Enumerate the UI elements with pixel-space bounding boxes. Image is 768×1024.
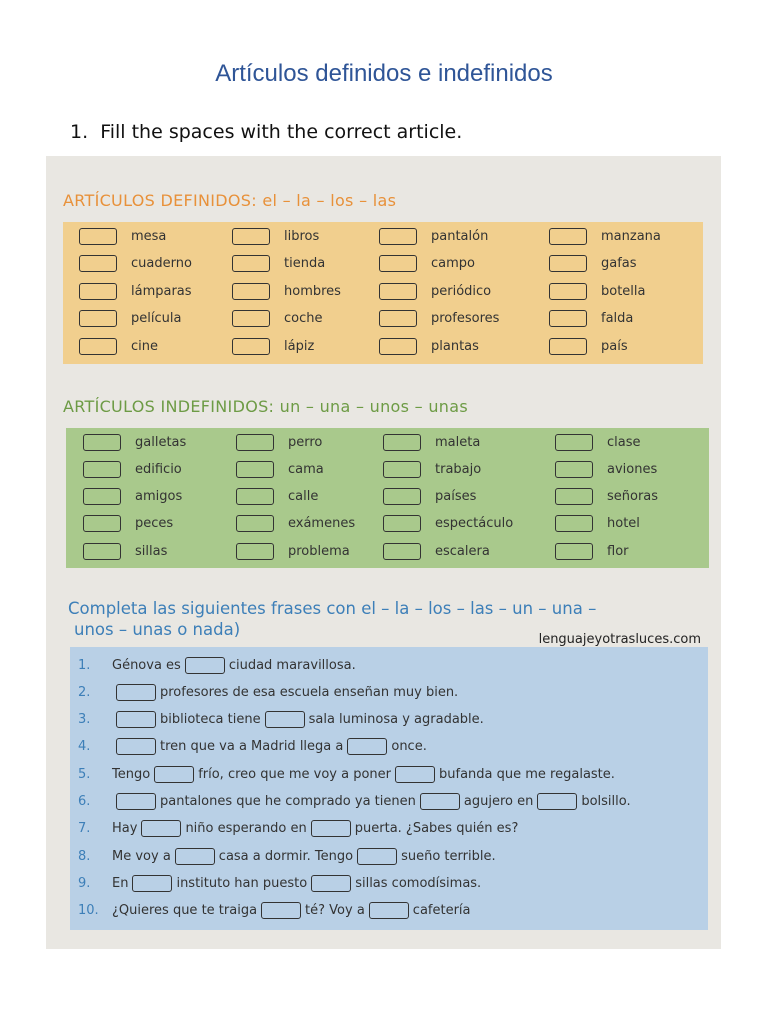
sentence-number: 10. [78, 903, 99, 919]
definidos-heading-main: ARTÍCULOS DEFINIDOS: [63, 191, 257, 210]
definidos-panel [63, 222, 703, 364]
answer-box[interactable] [79, 310, 117, 327]
word-item [555, 487, 658, 507]
answer-box[interactable] [379, 338, 417, 355]
sentence-number: 9. [78, 875, 91, 891]
sentence-row [70, 845, 496, 867]
word-label: perro [288, 434, 323, 450]
word-item [232, 281, 341, 301]
word-item [83, 514, 173, 534]
word-item [383, 432, 480, 452]
word-label: peces [135, 516, 174, 532]
word-item [379, 281, 491, 301]
sentence-text: Hay [112, 821, 138, 837]
answer-box[interactable] [379, 310, 417, 327]
answer-box[interactable] [555, 434, 593, 451]
sentence-text: agujero en [463, 794, 534, 809]
answer-box[interactable] [236, 515, 274, 532]
word-item [79, 254, 192, 274]
word-item [83, 487, 182, 507]
word-label: periódico [431, 283, 492, 299]
answer-box[interactable] [369, 902, 409, 919]
answer-box[interactable] [232, 338, 270, 355]
answer-box[interactable] [232, 255, 270, 272]
word-label: falda [601, 311, 634, 326]
answer-box[interactable] [83, 543, 121, 560]
word-label: lámparas [131, 283, 192, 299]
word-label: coche [284, 311, 323, 326]
word-item [79, 309, 181, 329]
sentence-row [70, 872, 481, 894]
answer-box[interactable] [232, 283, 270, 300]
answer-box[interactable] [383, 488, 421, 505]
word-item [555, 432, 641, 452]
answer-box[interactable] [383, 461, 421, 478]
word-item [83, 541, 167, 561]
word-item [83, 432, 186, 452]
sentence-number: 3. [78, 712, 91, 728]
word-item [549, 336, 628, 356]
sentence-text: instituto han puesto [176, 875, 308, 891]
sentence-row [70, 818, 518, 840]
word-item [549, 254, 637, 274]
sentence-text: Me voy a [112, 848, 171, 864]
completa-heading-line1: Completa las siguientes frases con el – la – los – las – un – una – [68, 599, 597, 618]
word-item [232, 336, 314, 356]
answer-box[interactable] [555, 461, 593, 478]
word-label: escalera [435, 543, 490, 559]
word-item [383, 541, 490, 561]
word-item [549, 309, 633, 329]
word-label: libros [284, 228, 320, 244]
answer-box[interactable] [116, 711, 156, 728]
word-item [232, 226, 319, 246]
answer-box[interactable] [383, 515, 421, 532]
answer-box[interactable] [555, 488, 593, 505]
word-label: clase [607, 434, 641, 450]
word-label: problema [288, 543, 350, 559]
word-label: países [435, 489, 477, 505]
word-item [236, 432, 322, 452]
word-item [83, 459, 182, 479]
sentence-text: bufanda que me regalaste. [439, 766, 615, 782]
sentence-text: sillas comodísimas. [355, 875, 482, 891]
answer-box[interactable] [236, 488, 274, 505]
word-item [379, 254, 475, 274]
answer-box[interactable] [79, 338, 117, 355]
word-item [79, 281, 192, 301]
word-label: plantas [431, 338, 479, 354]
answer-box[interactable] [549, 310, 587, 327]
word-label: botella [601, 283, 646, 299]
word-label: sillas [135, 543, 168, 559]
sentence-row [70, 654, 356, 676]
sentence-row [70, 681, 458, 703]
indefinidos-heading [63, 397, 468, 416]
answer-box[interactable] [379, 283, 417, 300]
word-label: mesa [131, 228, 167, 244]
word-label: espectáculo [435, 516, 514, 532]
sentence-text: pantalones que he comprado ya tienen [160, 794, 416, 809]
definidos-heading [63, 191, 396, 210]
sentence-text: té? Voy a [305, 903, 365, 919]
answer-box[interactable] [154, 766, 194, 783]
word-item [549, 226, 661, 246]
sentence-text: cafetería [412, 903, 471, 919]
word-label: aviones [607, 461, 658, 477]
sentence-text: profesores de esa escuela enseñan muy bien. [160, 684, 459, 700]
word-label: película [131, 311, 182, 326]
answer-box[interactable] [232, 228, 270, 245]
word-label: exámenes [288, 516, 356, 532]
indefinidos-heading-articles: un – una – unos – unas [279, 397, 468, 416]
word-label: tienda [284, 256, 326, 271]
instruction-number: 1. [70, 121, 89, 143]
answer-box[interactable] [83, 488, 121, 505]
word-label: cuaderno [131, 256, 192, 271]
sentence-text: casa a dormir. Tengo [218, 848, 354, 864]
answer-box[interactable] [311, 820, 351, 837]
answer-box[interactable] [265, 711, 305, 728]
answer-box[interactable] [395, 766, 435, 783]
answer-box[interactable] [116, 793, 156, 810]
answer-box[interactable] [383, 434, 421, 451]
word-label: galletas [135, 434, 187, 450]
sentence-number: 1. [78, 657, 91, 673]
word-item [79, 336, 158, 356]
word-label: lápiz [284, 338, 315, 354]
answer-box[interactable] [347, 738, 387, 755]
sentence-row [70, 709, 484, 731]
answer-box[interactable] [555, 515, 593, 532]
word-label: amigos [135, 489, 183, 505]
answer-box[interactable] [79, 228, 117, 245]
answer-box[interactable] [116, 684, 156, 701]
word-item [555, 514, 640, 534]
answer-box[interactable] [261, 902, 301, 919]
word-item [383, 487, 476, 507]
word-label: flor [607, 543, 629, 559]
sentence-number: 6. [78, 794, 91, 809]
word-item [232, 309, 323, 329]
sentence-text: tren que va a Madrid llega a [160, 739, 344, 755]
word-item [232, 254, 325, 274]
definidos-heading-articles: el – la – los – las [262, 191, 397, 210]
word-label: calle [288, 489, 319, 505]
indefinidos-heading-main: ARTÍCULOS INDEFINIDOS: [63, 397, 275, 416]
sentence-text: bolsillo. [581, 794, 631, 809]
word-label: profesores [431, 311, 500, 326]
answer-box[interactable] [185, 657, 225, 674]
word-item [555, 459, 657, 479]
sentence-text: En [112, 875, 129, 891]
word-label: hombres [284, 283, 341, 299]
answer-box[interactable] [232, 310, 270, 327]
sentence-text: puerta. ¿Sabes quién es? [354, 821, 519, 837]
answer-box[interactable] [79, 255, 117, 272]
sentence-number: 7. [78, 821, 91, 837]
answer-box[interactable] [79, 283, 117, 300]
site-credit: lenguajeyotrasluces.com [538, 632, 701, 647]
sentence-row [70, 763, 615, 785]
page-title: Artículos definidos e indefinidos [215, 60, 553, 87]
sentence-row [70, 900, 471, 922]
answer-box[interactable] [555, 543, 593, 560]
answer-box[interactable] [236, 434, 274, 451]
answer-box[interactable] [83, 515, 121, 532]
sentence-number: 8. [78, 848, 91, 864]
word-label: trabajo [435, 461, 482, 477]
answer-box[interactable] [83, 461, 121, 478]
answer-box[interactable] [116, 738, 156, 755]
word-label: pantalón [431, 228, 489, 244]
answer-box[interactable] [236, 461, 274, 478]
sentence-number: 2. [78, 684, 91, 700]
answer-box[interactable] [141, 820, 181, 837]
completa-panel [70, 647, 708, 930]
word-item [236, 541, 350, 561]
sentence-row [70, 736, 427, 758]
sentence-text: sala luminosa y agradable. [308, 712, 484, 728]
worksheet [46, 156, 721, 949]
answer-box[interactable] [420, 793, 460, 810]
answer-box[interactable] [311, 875, 351, 892]
answer-box[interactable] [357, 848, 397, 865]
sentence-number: 5. [78, 766, 91, 782]
answer-box[interactable] [236, 543, 274, 560]
word-label: cine [131, 338, 158, 354]
sentence-number: 4. [78, 739, 91, 755]
instruction-text: Fill the spaces with the correct article. [100, 121, 463, 143]
sentence-text: once. [391, 739, 427, 755]
answer-box[interactable] [549, 228, 587, 245]
word-item [379, 309, 499, 329]
sentence-text: Tengo [112, 766, 151, 782]
word-label: manzana [601, 228, 661, 244]
sentence-text: ciudad maravillosa. [228, 657, 356, 673]
answer-box[interactable] [383, 543, 421, 560]
word-item [236, 459, 324, 479]
word-label: gafas [601, 256, 637, 271]
sentence-text: Génova es [112, 657, 181, 673]
word-item [236, 514, 355, 534]
word-label: cama [288, 461, 324, 477]
word-label: campo [431, 256, 475, 271]
word-item [383, 459, 481, 479]
word-item [379, 336, 479, 356]
completa-heading-line2: unos – unas o nada) [74, 620, 241, 639]
word-label: país [601, 338, 628, 354]
sentence-row [70, 791, 631, 813]
indefinidos-panel [66, 428, 709, 568]
word-item [555, 541, 629, 561]
sentence-text: ¿Quieres que te traiga [112, 903, 258, 919]
word-item [79, 226, 166, 246]
word-label: señoras [607, 489, 659, 505]
answer-box[interactable] [175, 848, 215, 865]
answer-box[interactable] [379, 228, 417, 245]
answer-box[interactable] [537, 793, 577, 810]
sentence-text: niño esperando en [185, 821, 307, 837]
answer-box[interactable] [549, 255, 587, 272]
word-item [236, 487, 318, 507]
word-label: hotel [607, 516, 640, 532]
answer-box[interactable] [549, 338, 587, 355]
word-label: maleta [435, 434, 481, 450]
word-item [383, 514, 513, 534]
sentence-text: sueño terrible. [401, 848, 496, 864]
word-item [549, 281, 646, 301]
word-label: edificio [135, 461, 182, 477]
instruction [70, 121, 462, 143]
word-item [379, 226, 488, 246]
sentence-text: frío, creo que me voy a poner [198, 766, 392, 782]
answer-box[interactable] [132, 875, 172, 892]
answer-box[interactable] [379, 255, 417, 272]
sentence-text: biblioteca tiene [160, 712, 261, 728]
answer-box[interactable] [549, 283, 587, 300]
answer-box[interactable] [83, 434, 121, 451]
